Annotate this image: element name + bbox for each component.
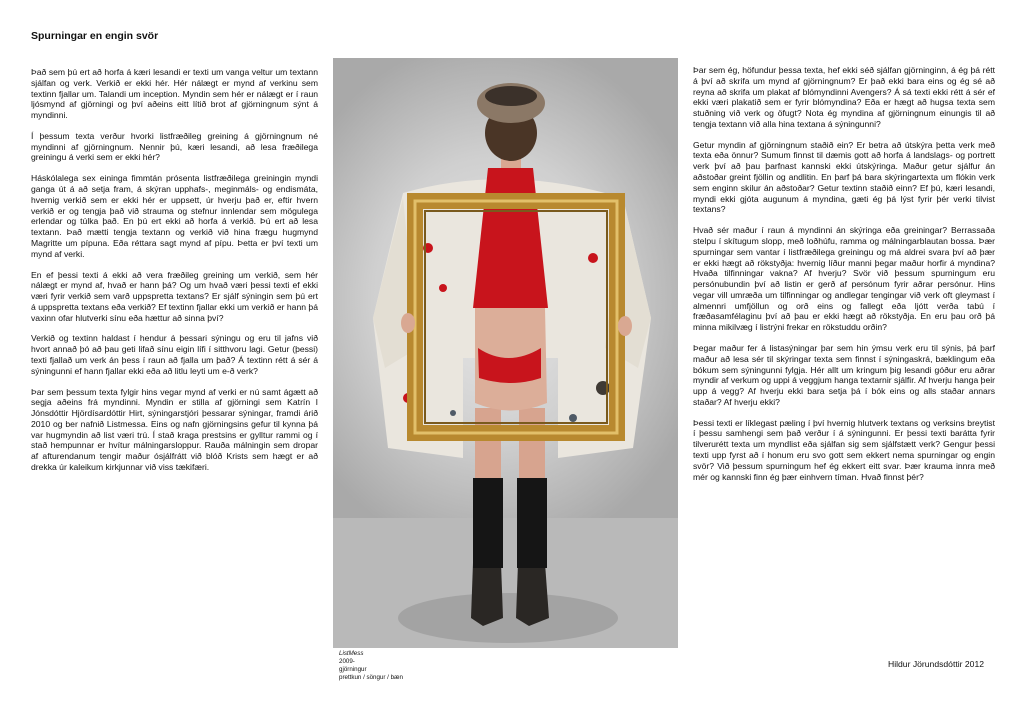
- paragraph: Hvað sér maður í raun á myndinni án skýringa eða greiningar? Berrassaða stelpu í skítugum slopp, með loðhúfu, ramma og málningarblautan bossa. Þær spurningar sem vantar í listfræðilega greiningu og má aldrei svara því að þær er ekki hægt að rökstyðja: hvernig líður manni þegar maður horfir á myndina? Hvaða tilfinningar vakna? Af hverju? Svör við þessum spurningum eru persónubundin því að listin er gerð af persónum fyrir aðrar persónur. Hins vegar vill umræða um tilfinningar og andlegar tengingar við verk oft gleymast í almennri umfjöllun og orð eins og fallegt eða ljótt verða tabú í fræðasamfélaginu því að þau er ekki hægt að rökstyðja. En eru þau orð þá minna mikilvæg í listrýni frekar en rökstuddu orðin?: [693, 225, 995, 333]
- paragraph: Í þessum texta verður hvorki listfræðileg greining á gjörningnum né myndinni af gjörningnum. Nennir þú, kæri lesandi, að lesa fræðilega greiningu á verki sem er ekki hér?: [31, 130, 318, 163]
- caption-year: 2009-: [339, 658, 355, 666]
- author-signature: Hildur Jörundsdóttir 2012: [888, 659, 985, 669]
- paragraph: Þar sem þessum texta fylgir hins vegar mynd af verki er nú samt ágætt að segja aðeins frá myndinni. Myndin er stilla af gjörningi sem Katrín I Jónsdóttir Hjördísardóttir Hirt, sýningarstjóri þessarar sýningar, framdi árið 2010 og ber nafnið Listmessa. Eins og nafn gjörningsins gefur til kynna þá var hugmyndin að list væri trú. Í stað kraga prestsins er gylltur rammi og í stað hempunnar er hvítur málningarsloppur. Rauða málningin sem dropar af afturendanum tengir maður ósjálfrátt við blóð Krists sem hægt er að drekka úr kaleikum kirkjunnar við viss tækifæri.: [31, 386, 318, 472]
- caption-title: ListMess: [339, 650, 364, 657]
- performance-photo: [333, 58, 678, 648]
- performance-illustration: [333, 58, 678, 648]
- paragraph: Þessi texti er líklegast pæling í því hvernig hlutverk textans og verksins breytist í þessu samhengi sem það verður í á sýningunni. Er þessi texti barátta fyrir tilverurétt texta um myndlist eða sjálfan sig sem sjálfstætt verk? Gengur þessi texti upp fyrst að í honum eru svo gott sem ekkert nema spurningar og engin svör? Við þessum spurningum hef ég ekkert eitt svar. Þær krauma innra með mér og kannski finn ég þær einhvern tíman. Hvað finnst þér?: [693, 417, 995, 482]
- page-title: Spurningar en engin svör: [31, 30, 159, 42]
- caption-medium: gjörningur: [339, 666, 367, 674]
- paragraph: Þegar maður fer á listasýningar þar sem hin ýmsu verk eru til sýnis, þá þarf maður að lesa sér til skýringar texta sem finnst í sýningaskrá, bæklingum eða bókum sem sýningunni fylgja. Hér allt um kringum þig lesandi góður eru aðrar myndir af verkum og uppi á veggjum hanga textarnir sjálfir. Af hverju hanga þeir upp á vegg? Af hverju ekki bara setja þá í bók eins og alls staðar annars staðar? Af hverju ekki?: [693, 342, 995, 407]
- paragraph: Það sem þú ert að horfa á kæri lesandi er texti um vanga veltur um textann sjálfan og verk. Verkið er ekki hér. Hér nálægt er mynd af verkinu sem textinn fjallar um. Talandi um inception. Myndin sem hér er nálægt er í raun ljósmynd af gjörningi og því aðeins eitt lítið brot af gjörningnum sýnt á myndinni.: [31, 67, 318, 121]
- left-text-column: [31, 67, 318, 483]
- paragraph: Háskólalega sex eininga fimmtán prósenta listfræðilega greiningin myndi ganga út á að setja fram, á skýran upphafs-, meginmáls- og endismáta, hvernig verkið sem er ekki hér er uppsett, úr hverju það er, eftir hvern verkið er og tengja það við strauma og stefnur innlendar sem mögulega erlendar og túlka það. En þú ert ekki að horfa á verkið. Þú ert að lesa textann. Það mætti tengja textann og verkið við hina frægu hugmynd Magritte um pípuna. Eða réttara sagt mynd af pípu. Þetta er því texti um mynd af verki.: [31, 173, 318, 259]
- paragraph: Verkið og textinn haldast í hendur á þessari sýningu og eru til jafns við hvort annað þó að þau geti lifað sínu eigin lífi í sitthvoru lagi. Getur (þessi) texti fjallað um verk án þess í raun að fjalla um það? Á textinn rétt á sér á sýningunni ef hann fjallar ekki eða að litlu leyti um e-ð verk?: [31, 333, 318, 376]
- caption-meta: prettkun / söngur / bæn: [339, 674, 403, 682]
- photo-caption: [339, 650, 403, 682]
- right-text-column: [693, 65, 995, 492]
- paragraph: Getur myndin af gjörningnum staðið ein? Er betra að útskýra þetta verk með texta eða önnur? Sumum finnst til dæmis gott að horfa á landslags- og portrett verk því að þau þarfnast kannski ekki útskýringa. Maður getur sjálfur án aðstoðar greint fjöllin og andlitin. En þarf þá bara skýringartexta um flókin verk sem enginn skilur án aðstoðar? Getur textinn staðið einn? Ef þú, kæri lesandi, myndi ekki gjóta augunum á myndina, gæti ég þá lýst fyrir þér verki tilvist textans?: [693, 139, 995, 215]
- paragraph: Þar sem ég, höfundur þessa texta, hef ekki séð sjálfan gjörninginn, á ég þá rétt á því að skrifa um mynd af gjörningnum? Er það ekki bara eins og ég sé að reyna að skrifa um plakat af blómyndinni Avengers? Á sá texti ekki rétt á sér ef ekki væri plakatið sem er fyrir blómyndina? Eða er hægt að hugsa texta sem stuðning við verk og öfugt? Nota ég myndina af gjörningnum einungis til að tengja textann við alla hina textana á sýningunni?: [693, 65, 995, 129]
- paragraph: En ef þessi texti á ekki að vera fræðileg greining um verkið, sem hér nálægt er mynd af, hvað er hann þá? Og um hvað væri þessi texti ef ekki væri fyrir verkið sem varð uppspretta textans? Er sjálf sýningin sem þú ert á uppspretta textans eða verkið? Ef textinn fjallar ekki um verkið er hann þá vaxinn ofar hlutverki sínu eða hættur að sinna því?: [31, 269, 318, 323]
